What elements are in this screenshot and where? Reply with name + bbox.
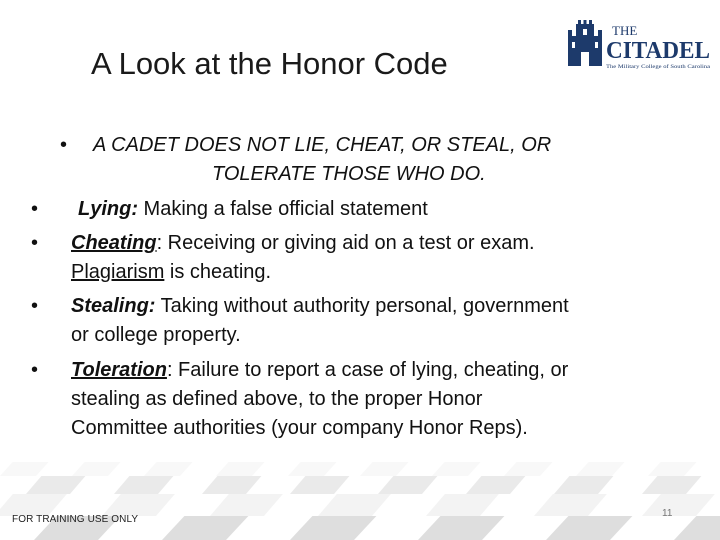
definition-cheating-line-2: is cheating. — [164, 261, 272, 283]
term-cheating: Cheating — [71, 232, 157, 254]
term-lying: Lying: — [78, 198, 138, 220]
bullet-marker: • — [60, 134, 68, 156]
logo-tagline: The Military College of South Carolina — [606, 65, 712, 70]
term-toleration-colon: : — [166, 359, 173, 381]
bullet-marker: • — [31, 295, 39, 317]
footer-training-label: FOR TRAINING USE ONLY — [12, 514, 139, 525]
bullet-marker: • — [31, 232, 39, 254]
definition-stealing: Taking without authority personal, government — [155, 295, 569, 317]
definition-cheating: Receiving or giving aid on a test or exam. — [162, 232, 535, 254]
list-item-lying — [78, 195, 428, 224]
bullet-marker: • — [31, 198, 39, 220]
definition-lying: Making a false official statement — [138, 198, 428, 220]
honor-code-lead-line-1: A CADET DOES NOT LIE, CHEAT, OR STEAL, OR — [93, 134, 552, 156]
definition-toleration-line-3: Committee authorities (your company Honor Reps). — [71, 417, 528, 439]
honor-code-lead-line-2: TOLERATE THOSE WHO DO. — [212, 163, 486, 185]
term-stealing: Stealing: — [71, 295, 156, 317]
term-cheating-colon: : — [156, 232, 163, 254]
logo-wordmark-small: THE — [612, 23, 638, 38]
page-number: 11 — [662, 508, 673, 519]
list-item-stealing — [71, 292, 569, 321]
logo-wordmark-large: CITADEL — [606, 38, 710, 64]
plagiarism-term: Plagiarism — [71, 261, 165, 283]
definition-toleration: Failure to report a case of lying, cheating, or — [172, 359, 569, 381]
bullet-marker: • — [31, 359, 39, 381]
list-item-toleration — [71, 356, 568, 385]
definition-toleration-line-2: stealing as defined above, to the proper Honor — [71, 388, 483, 410]
list-item-cheating — [71, 229, 535, 258]
definition-stealing-line-2: or college property. — [71, 324, 241, 346]
term-toleration: Toleration — [71, 359, 167, 381]
list-item-cheating-line-2 — [71, 258, 271, 287]
slide-title: A Look at the Honor Code — [91, 46, 448, 81]
